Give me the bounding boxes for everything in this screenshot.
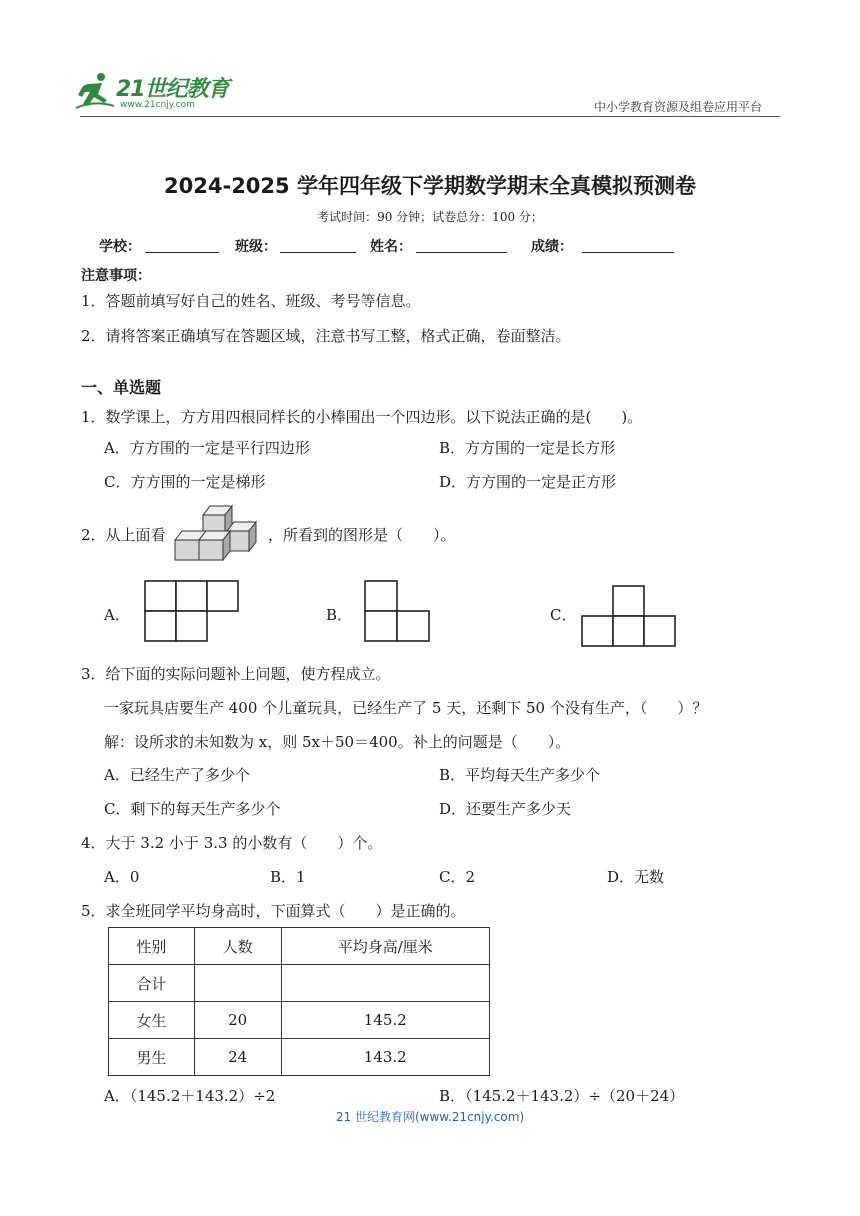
q4-option-a[interactable]: A．0 [104,868,140,886]
table-header-row [109,928,490,965]
table-cell [194,965,281,1002]
table-header-cell: 平均身高/厘米 [281,928,489,965]
q1-option-c[interactable]: C．方方围的一定是梯形 [104,473,266,491]
name-label: 姓名： [370,239,412,255]
score-field[interactable] [582,252,674,253]
table-cell: 20 [194,1002,281,1039]
table-row [109,1039,490,1076]
q2-option-b[interactable]: B． [326,606,353,624]
q1-option-d[interactable]: D．方方围的一定是正方形 [439,473,617,491]
page-title: 2024-2025 学年四年级下学期数学期末全真模拟预测卷 [164,174,696,198]
q2-figure-c [581,585,677,647]
q3-option-b[interactable]: B．平均每天生产多少个 [439,766,601,784]
q2-option-a[interactable]: A． [104,606,130,624]
table-row [109,1002,490,1039]
footer-link[interactable]: 21 世纪教育网(www.21cnjy.com) [335,1110,525,1124]
q4-option-c[interactable]: C．2 [439,868,476,886]
school-field[interactable] [145,252,219,253]
q3-option-a[interactable]: A．已经生产了多少个 [104,766,250,784]
logo-url: www.21cnjy.com [120,100,195,110]
q2-figure-a [144,580,240,642]
table-cell: 145.2 [281,1002,489,1039]
q1-option-a[interactable]: A．方方围的一定是平行四边形 [104,439,310,457]
height-table [108,927,490,1076]
cube-stack-figure [172,500,262,562]
q1-option-b[interactable]: B．方方围的一定是长方形 [439,439,616,457]
table-cell: 合计 [109,965,195,1002]
table-cell: 143.2 [281,1039,489,1076]
q2-stem-after: ，所看到的图形是（ ）。 [268,526,456,544]
q3-problem: 一家玩具店要生产 400 个儿童玩具，已经生产了 5 天，还剩下 50 个没有生产，（ ）？ [104,699,708,717]
q5-option-a[interactable]: A．（145.2＋143.2）÷2 [104,1087,276,1105]
table-cell: 男生 [109,1039,195,1076]
q2-stem-before: 2．从上面看 [81,526,166,544]
table-header-cell: 性别 [109,928,195,965]
score-label: 成绩： [531,239,573,255]
notice-item-1: 1．答题前填写好自己的姓名、班级、考号等信息。 [81,292,421,310]
section-title: 一、单选题 [81,378,162,397]
logo [74,70,249,116]
table-cell: 24 [194,1039,281,1076]
class-field[interactable] [280,252,356,253]
table-cell [281,965,489,1002]
q3-solution: 解：设所求的未知数为 x，则 5x＋50＝400。补上的问题是（ ）。 [104,733,571,751]
header-divider [80,116,780,117]
q3-option-c[interactable]: C．剩下的每天生产多少个 [104,800,281,818]
q3-stem: 3．给下面的实际问题补上问题，使方程成立。 [81,665,391,683]
notice-heading: 注意事项： [81,268,151,284]
q4-stem: 4．大于 3.2 小于 3.3 的小数有（ ）个。 [81,834,383,852]
notice-item-2: 2．请将答案正确填写在答题区域，注意书写工整，格式正确，卷面整洁。 [81,327,571,345]
logo-text: 21世纪教育 [116,77,229,102]
q4-option-b[interactable]: B．1 [270,868,306,886]
q1-stem: 1．数学课上，方方用四根同样长的小棒围出一个四边形。以下说法正确的是( )。 [81,408,643,426]
platform-label: 中小学教育资源及组卷应用平台 [594,100,763,114]
school-label: 学校： [99,239,141,255]
runner-icon [74,70,118,114]
table-row [109,965,490,1002]
class-label: 班级： [235,239,277,255]
q3-option-d[interactable]: D．还要生产多少天 [439,800,572,818]
q5-option-b[interactable]: B．（145.2＋143.2）÷（20＋24） [439,1087,685,1105]
name-field[interactable] [416,252,507,253]
q5-stem: 5．求全班同学平均身高时，下面算式（ ）是正确的。 [81,902,466,920]
q2-figure-b [364,580,430,642]
exam-info: 考试时间：90 分钟；试卷总分：100 分； [317,210,543,224]
table-header-cell: 人数 [194,928,281,965]
q4-option-d[interactable]: D．无数 [607,868,665,886]
q2-option-c[interactable]: C． [550,606,577,624]
table-cell: 女生 [109,1002,195,1039]
